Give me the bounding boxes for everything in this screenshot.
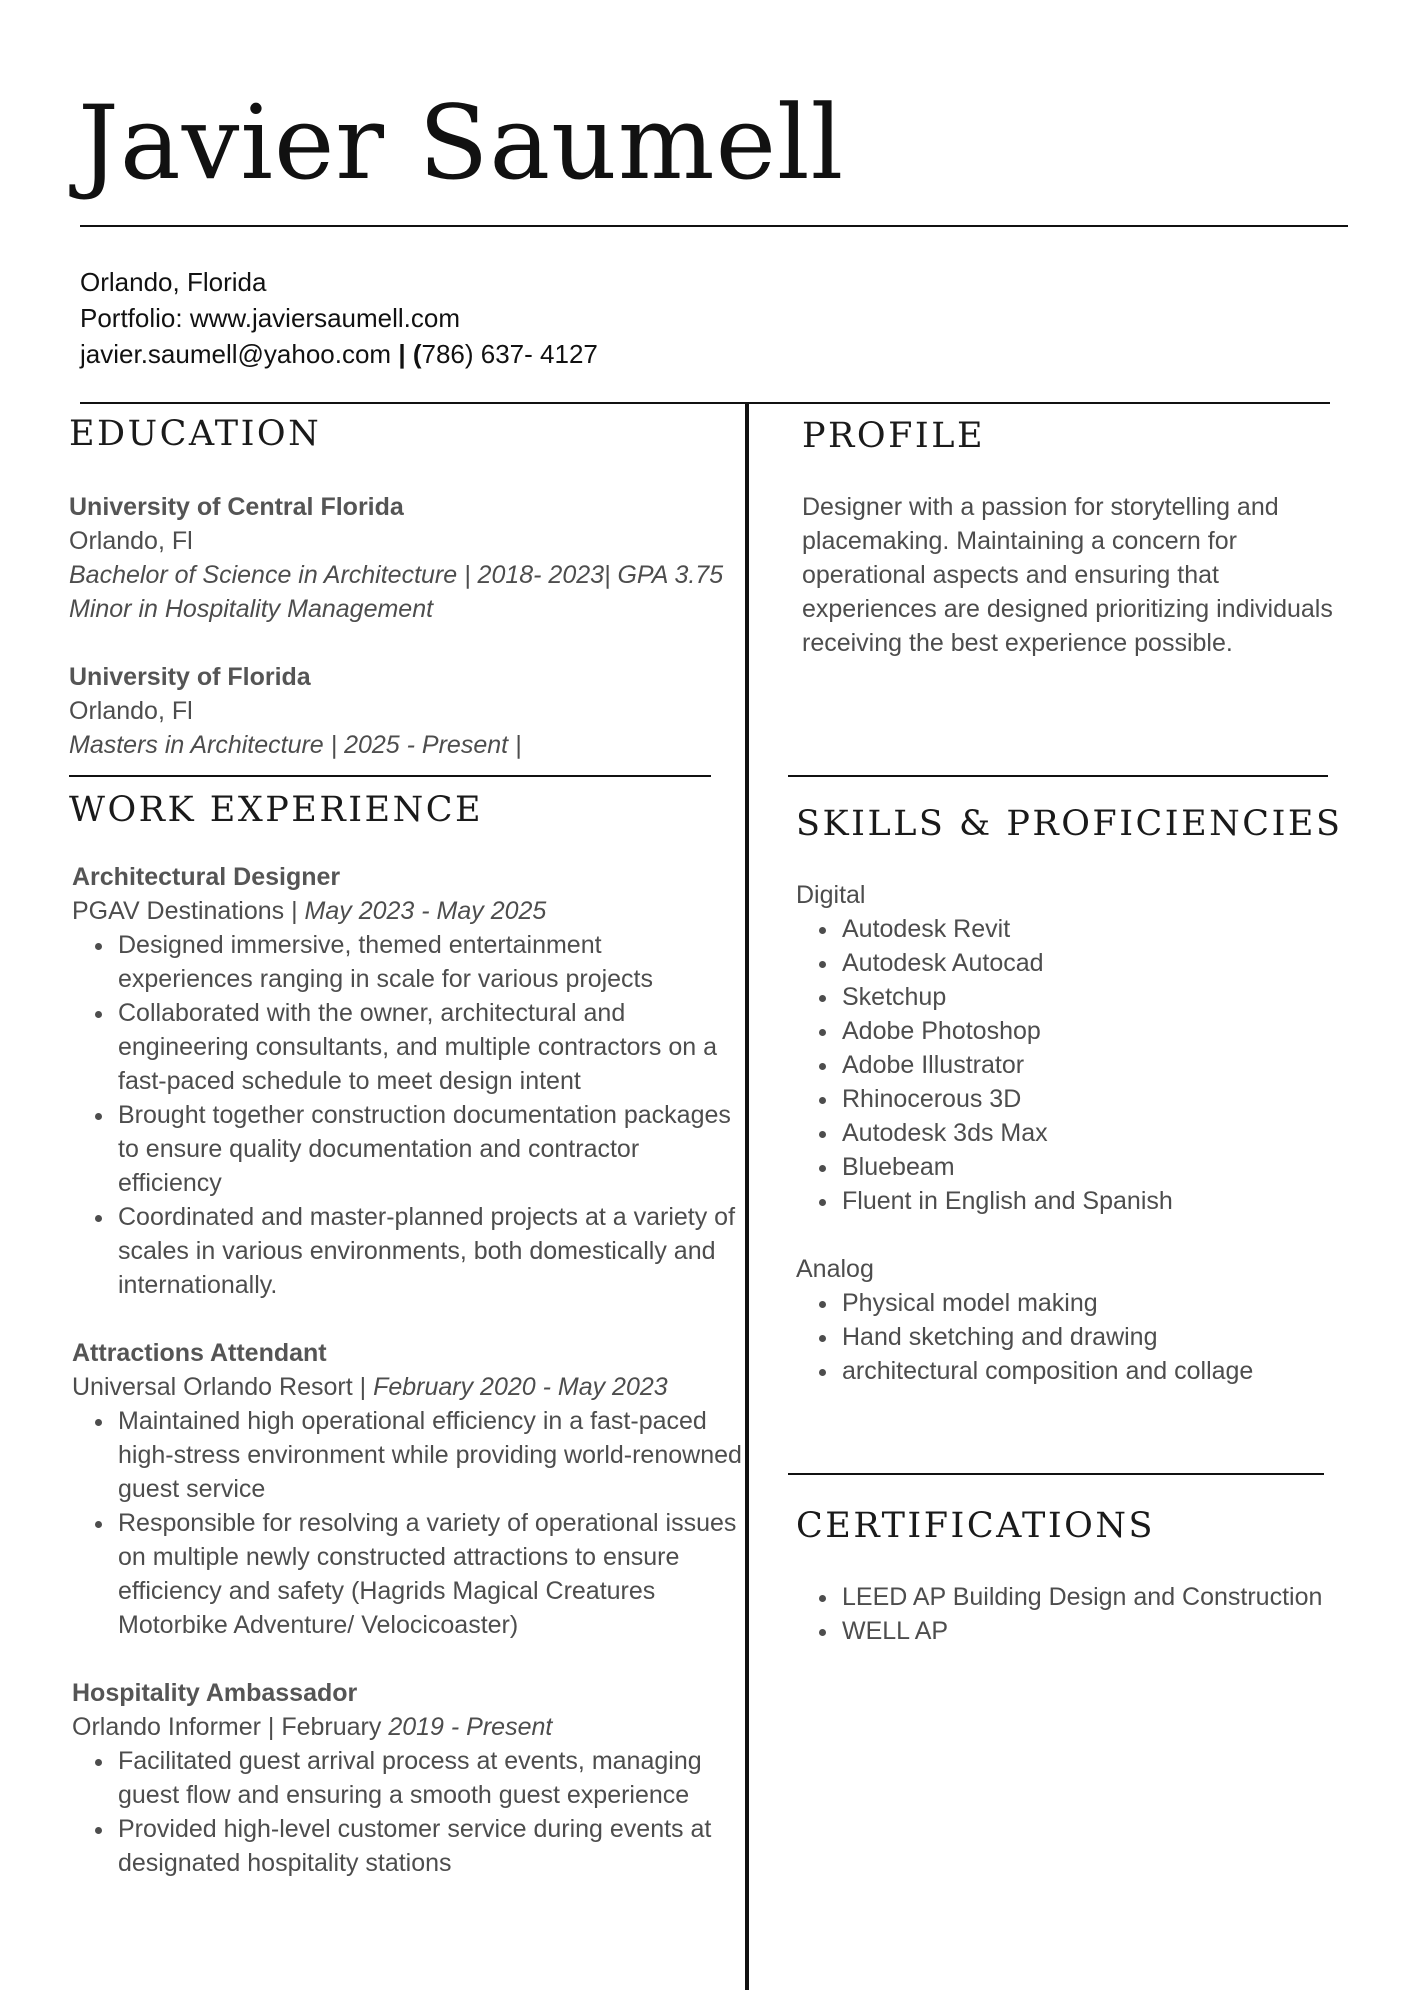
job-company: PGAV Destinations | — [72, 897, 305, 925]
job-bullet: • Facilitated guest arrival process at events, managing guest flow and ensuring a smooth guest experience — [116, 1744, 742, 1812]
contact-email[interactable]: javier.saumell@yahoo.com — [80, 339, 392, 369]
education-location: Orlando, Fl — [69, 527, 193, 555]
profile-title: PROFILE — [802, 416, 985, 456]
education-school: University of Central Florida — [69, 493, 404, 521]
job-bullet: • Collaborated with the owner, architectural and engineering consultants, and multiple contractors on a fast-paced schedule to meet design intent — [116, 996, 742, 1098]
skill-item: • Autodesk Autocad — [840, 946, 1356, 980]
skill-item: • Autodesk Revit — [840, 912, 1356, 946]
skill-item: • Bluebeam — [840, 1150, 1356, 1184]
header-divider — [80, 225, 1348, 227]
skill-item: • Adobe Illustrator — [840, 1048, 1356, 1082]
skill-item: • architectural composition and collage — [840, 1354, 1356, 1388]
skills-divider — [788, 1473, 1324, 1475]
contact-block — [80, 264, 598, 372]
job-company-line — [72, 1370, 742, 1404]
profile-section — [802, 490, 1342, 660]
skill-item: • Physical model making — [840, 1286, 1356, 1320]
job-bullet: • Responsible for resolving a variety of operational issues on multiple newly constructed attractions to ensure efficiency and safety (Hagrids Magical Creatures Motorbike Adventure/ Velocicoaster) — [116, 1506, 742, 1642]
skill-item: • Rhinocerous 3D — [840, 1082, 1356, 1116]
contact-email-phone — [80, 336, 598, 372]
skills-title: SKILLS & PROFICIENCIES — [796, 804, 1343, 844]
education-school: University of Florida — [69, 663, 311, 691]
education-location: Orlando, Fl — [69, 697, 193, 725]
contact-phone-paren: ( — [412, 339, 422, 369]
skill-item: • Autodesk 3ds Max — [840, 1116, 1356, 1150]
job-role: Attractions Attendant — [72, 1339, 327, 1367]
education-divider — [69, 775, 711, 777]
contact-phone[interactable]: 786) 637- 4127 — [421, 339, 598, 369]
job-company-line — [72, 894, 742, 928]
education-entry — [69, 490, 729, 626]
job-role: Hospitality Ambassador — [72, 1679, 358, 1707]
education-title: EDUCATION — [69, 414, 322, 454]
skill-item: • Adobe Photoshop — [840, 1014, 1356, 1048]
certifications-section — [796, 1580, 1376, 1648]
skills-analog-label: Analog — [796, 1255, 874, 1283]
resume-name: Javier Saumell — [78, 84, 845, 203]
job-company: Universal Orlando Resort | — [72, 1373, 374, 1401]
skills-analog-list — [796, 1286, 1356, 1388]
certifications-title: CERTIFICATIONS — [796, 1506, 1155, 1546]
contact-portfolio[interactable]: Portfolio: www.javiersaumell.com — [80, 303, 461, 333]
skill-item: • Sketchup — [840, 980, 1356, 1014]
education-degree: Bachelor of Science in Architecture | 2018- 2023| GPA 3.75 — [69, 561, 724, 589]
job-bullet: • Coordinated and master-planned projects at a variety of scales in various environments, both domestically and internationally. — [116, 1200, 742, 1302]
job-dates: 2019 - Present — [388, 1713, 553, 1741]
job-bullets — [72, 928, 742, 1302]
job-bullet: • Brought together construction documentation packages to ensure quality documentation and contractor efficiency — [116, 1098, 742, 1200]
skills-section — [796, 878, 1356, 1388]
skill-item: • Fluent in English and Spanish — [840, 1184, 1356, 1218]
work-section — [72, 860, 742, 1880]
certification-item: • WELL AP — [840, 1614, 1376, 1648]
job-entry — [72, 1336, 742, 1642]
education-degree: Masters in Architecture | 2025 - Present | — [69, 731, 522, 759]
job-entry — [72, 1676, 742, 1880]
profile-text: Designer with a passion for storytelling and placemaking. Maintaining a concern for operational aspects and ensuring that experiences are designed prioritizing individuals receiving the best experience possible. — [802, 493, 1333, 657]
skill-item: • Hand sketching and drawing — [840, 1320, 1356, 1354]
job-bullet: • Provided high-level customer service during events at designated hospitality stations — [116, 1812, 742, 1880]
work-title: WORK EXPERIENCE — [69, 790, 484, 830]
education-entry — [69, 660, 729, 762]
certifications-list — [796, 1580, 1376, 1648]
job-bullets — [72, 1744, 742, 1880]
education-minor: Minor in Hospitality Management — [69, 595, 434, 623]
certification-item: • LEED AP Building Design and Construction — [840, 1580, 1376, 1614]
job-entry — [72, 860, 742, 1302]
job-company: Orlando Informer | February — [72, 1713, 389, 1741]
job-dates: May 2023 - May 2025 — [304, 897, 547, 925]
column-divider — [745, 402, 749, 1990]
skills-digital-list — [796, 912, 1356, 1218]
job-bullets — [72, 1404, 742, 1642]
job-role: Architectural Designer — [72, 863, 341, 891]
education-section — [69, 490, 729, 762]
job-company-line — [72, 1710, 742, 1744]
job-bullet: • Designed immersive, themed entertainment experiences ranging in scale for various projects — [116, 928, 742, 996]
profile-divider — [788, 775, 1328, 777]
contact-divider — [80, 402, 1330, 404]
contact-location: Orlando, Florida — [80, 267, 267, 297]
job-bullet: • Maintained high operational efficiency in a fast-paced high-stress environment while providing world-renowned guest service — [116, 1404, 742, 1506]
skills-digital-label: Digital — [796, 881, 866, 909]
contact-separator: | — [391, 339, 413, 369]
job-dates: February 2020 - May 2023 — [373, 1373, 668, 1401]
